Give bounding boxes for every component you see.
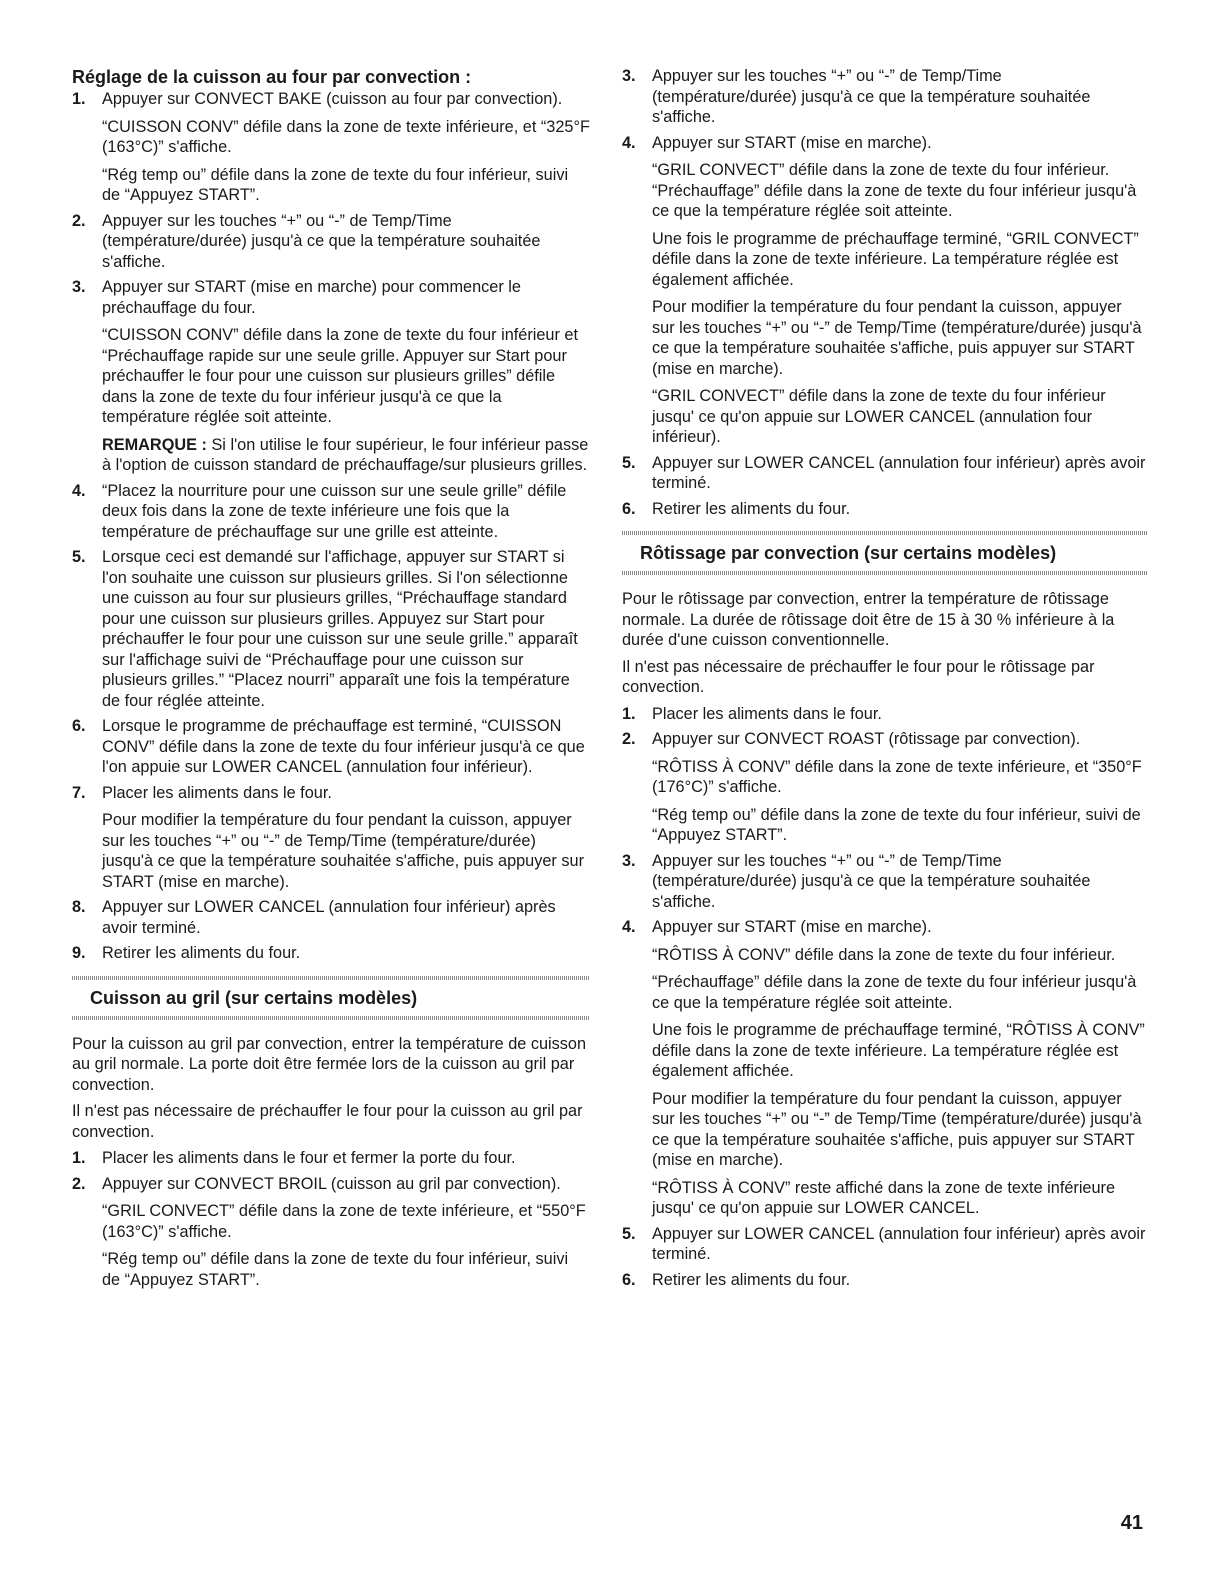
broil-section-header xyxy=(72,976,590,1020)
step-text: “Rég temp ou” défile dans la zone de texte du four inférieur, suivi de “Appuyez START”. xyxy=(102,1250,569,1289)
convect-bake-heading: Réglage de la cuisson au four par convection : xyxy=(72,67,472,87)
step-item xyxy=(622,1224,1147,1265)
roast-section-title: Rôtissage par convection (sur certains modèles) xyxy=(640,543,1057,563)
step-text: “GRIL CONVECT” défile dans la zone de texte inférieure, et “550°F (163°C)” s'affiche. xyxy=(102,1202,586,1241)
step-text: Appuyer sur START (mise en marche) pour commencer le préchauffage du four. xyxy=(102,278,521,317)
step-number: 2. xyxy=(72,1174,86,1193)
broil-steps xyxy=(72,1148,590,1290)
step-text: Placer les aliments dans le four. xyxy=(102,783,332,802)
step-number: 2. xyxy=(72,211,86,230)
step-item xyxy=(72,89,590,206)
step-item xyxy=(72,1148,590,1169)
step-number: 5. xyxy=(622,453,636,472)
intro-paragraph: Pour le rôtissage par convection, entrer la température de rôtissage normale. La durée de rôtissage doit être de 15 à 30 % inférieure à la durée d'une cuisson conventionnelle. xyxy=(622,590,1115,649)
step-number: 6. xyxy=(72,717,86,735)
step-number: 9. xyxy=(72,944,86,962)
roast-intro xyxy=(622,589,1147,698)
step-number: 6. xyxy=(622,499,636,518)
step-item xyxy=(622,917,1147,1219)
step-text: “CUISSON CONV” défile dans la zone de texte inférieure, et “325°F (163°C)” s'affiche. xyxy=(102,117,590,156)
step-number: 8. xyxy=(72,898,86,916)
step-number: 4. xyxy=(622,918,636,936)
step-item xyxy=(622,704,1147,725)
step-item xyxy=(622,453,1147,494)
step-text: “Préchauffage” défile dans la zone de texte du four inférieur jusqu'à ce que la température réglée soit atteinte. xyxy=(652,973,1137,1012)
step-number: 3. xyxy=(622,67,636,85)
step-text: Retirer les aliments du four. xyxy=(652,499,851,518)
step-text: “RÔTISS À CONV” défile dans la zone de texte inférieure, et “350°F (176°C)” s'affiche. xyxy=(652,757,1142,796)
step-item xyxy=(72,1174,590,1291)
step-text: “RÔTISS À CONV” défile dans la zone de texte du four inférieur. xyxy=(652,945,1116,964)
page-number: 41 xyxy=(1120,1512,1143,1534)
intro-paragraph: Pour la cuisson au gril par convection, entrer la température de cuisson au gril normale. La porte doit être fermée lors de la cuisson au gril par convection. xyxy=(72,1034,587,1094)
step-item xyxy=(622,66,1147,128)
step-text: Appuyer sur les touches “+” ou “-” de Temp/Time (température/durée) jusqu'à ce que la température souhaitée s'affiche. xyxy=(652,851,1091,911)
step-item xyxy=(622,851,1147,913)
step-text: Retirer les aliments du four. xyxy=(652,1270,851,1289)
step-text: Appuyer sur LOWER CANCEL (annulation four inférieur) après avoir terminé. xyxy=(102,898,556,937)
step-text: Lorsque le programme de préchauffage est terminé, “CUISSON CONV” défile dans la zone de texte du four inférieur jusqu'à ce que l'on appuie sur LOWER CANCEL (annulation four inférieur). xyxy=(102,717,585,776)
step-item xyxy=(72,716,590,778)
step-item xyxy=(72,481,590,543)
step-item xyxy=(622,729,1147,846)
step-item xyxy=(622,499,1147,520)
step-item xyxy=(72,211,590,273)
step-text: “GRIL CONVECT” défile dans la zone de texte du four inférieur. “Préchauffage” défile dans la zone de texte du four inférieur jusqu'à ce que la température réglée soit atteinte. xyxy=(652,161,1137,220)
step-number: 4. xyxy=(72,481,86,500)
step-text: “Placez la nourriture pour une cuisson sur une seule grille” défile deux fois dans la zone de texte inférieure une fois que la température de préchauffage sur une grille est atteinte. xyxy=(102,481,567,541)
step-number: 1. xyxy=(622,704,636,723)
step-text: Appuyer sur START (mise en marche). xyxy=(652,918,932,936)
step-number: 1. xyxy=(72,90,86,108)
step-item xyxy=(72,897,590,938)
step-text: “Rég temp ou” défile dans la zone de texte du four inférieur, suivi de “Appuyez START”. xyxy=(652,805,1141,844)
step-number: 4. xyxy=(622,133,636,152)
step-text: Appuyer sur LOWER CANCEL (annulation four inférieur) après avoir terminé. xyxy=(652,1224,1146,1263)
step-text: Appuyer sur CONVECT BAKE (cuisson au four par convection). xyxy=(102,90,563,108)
step-text: “GRIL CONVECT” défile dans la zone de texte du four inférieur jusqu' ce qu'on appuie sur LOWER CANCEL (annulation four inférieur). xyxy=(652,387,1106,446)
broil-intro xyxy=(72,1034,590,1143)
step-text: Appuyer sur START (mise en marche). xyxy=(652,133,932,152)
step-text: Lorsque ceci est demandé sur l'affichage, appuyer sur START si l'on souhaite une cuisson sur plusieurs grilles. Si l'on sélectionne une cuisson au four sur plusieurs grilles, “Préchauffage standard pour une cuisson sur plusieurs grilles. Appuyez sur Start pour préchauffer le four pour une cuisson sur une seule grille.” apparaît sur l'affichage suivi de “Préchauffage pour une cuisson sur plusieurs grilles.” “Placez nourri” apparaît une fois la température de four réglée atteinte. xyxy=(102,548,578,710)
broil-steps-continued xyxy=(622,66,1147,519)
convect-bake-steps xyxy=(72,89,590,964)
step-number: 2. xyxy=(622,730,636,748)
step-text: Une fois le programme de préchauffage terminé, “GRIL CONVECT” défile dans la zone de texte inférieure. La température réglée est également affichée. xyxy=(652,229,1139,289)
step-number: 3. xyxy=(622,851,636,870)
note-paragraph xyxy=(102,435,590,476)
step-text: Pour modifier la température du four pendant la cuisson, appuyer sur les touches “+” ou “-” de Temp/Time (température/durée) jusqu'à ce que la température souhaitée s'affiche, puis appuyer sur START (mise en marche). xyxy=(652,1089,1142,1169)
step-text: Appuyer sur CONVECT ROAST (rôtissage par convection). xyxy=(652,730,1081,748)
roast-steps xyxy=(622,704,1147,1291)
step-number: 3. xyxy=(72,278,86,296)
step-item xyxy=(72,783,590,893)
step-item xyxy=(622,133,1147,448)
step-text: Pour modifier la température du four pendant la cuisson, appuyer sur les touches “+” ou “-” de Temp/Time (température/durée) jusqu'à ce que la température souhaitée s'affiche, puis appuyer sur START (mise en marche). xyxy=(102,811,584,891)
step-text: Appuyer sur LOWER CANCEL (annulation four inférieur) après avoir terminé. xyxy=(652,453,1146,492)
step-number: 5. xyxy=(72,548,86,566)
roast-section-header xyxy=(622,531,1147,575)
step-text: Retirer les aliments du four. xyxy=(102,944,301,962)
step-text: Placer les aliments dans le four. xyxy=(652,704,882,723)
step-text: “CUISSON CONV” défile dans la zone de texte du four inférieur et “Préchauffage rapide sur une seule grille. Appuyer sur Start pour préchauffer le four pour une cuisson sur plusieurs grilles” défile dans la zone de texte du four inférieur jusqu'à ce que la température réglée soit atteinte. xyxy=(102,326,578,426)
intro-paragraph: Il n'est pas nécessaire de préchauffer le four pour la cuisson au gril par convection. xyxy=(72,1102,583,1141)
step-text: Placer les aliments dans le four et fermer la porte du four. xyxy=(102,1149,516,1167)
right-column xyxy=(622,66,1147,1295)
step-text: “RÔTISS À CONV” reste affiché dans la zone de texte inférieure jusqu' ce qu'on appuie sur LOWER CANCEL. xyxy=(652,1178,1116,1217)
step-text: Appuyer sur CONVECT BROIL (cuisson au gril par convection). xyxy=(102,1174,561,1193)
intro-paragraph: Il n'est pas nécessaire de préchauffer le four pour le rôtissage par convection. xyxy=(622,657,1095,696)
step-item xyxy=(622,1270,1147,1291)
note-label: REMARQUE : xyxy=(102,435,207,454)
broil-section-title: Cuisson au gril (sur certains modèles) xyxy=(90,987,418,1008)
step-number: 5. xyxy=(622,1224,636,1243)
step-number: 7. xyxy=(72,783,86,802)
note-text: Si l'on utilise le four supérieur, le four inférieur passe à l'option de cuisson standard de préchauffage/sur plusieurs grilles. xyxy=(102,435,589,474)
step-text: Appuyer sur les touches “+” ou “-” de Temp/Time (température/durée) jusqu'à ce que la température souhaitée s'affiche. xyxy=(652,67,1091,126)
step-text: Une fois le programme de préchauffage terminé, “RÔTISS À CONV” défile dans la zone de texte inférieure. La température réglée est également affichée. xyxy=(652,1021,1145,1080)
step-item xyxy=(72,277,590,476)
step-item xyxy=(72,943,590,964)
step-text: Pour modifier la température du four pendant la cuisson, appuyer sur les touches “+” ou “-” de Temp/Time (température/durée) jusqu'à ce que la température souhaitée s'affiche, puis appuyer sur START (mise en marche). xyxy=(652,298,1142,378)
step-number: 1. xyxy=(72,1149,86,1167)
step-text: “Rég temp ou” défile dans la zone de texte du four inférieur, suivi de “Appuyez START”. xyxy=(102,165,569,204)
left-column xyxy=(72,66,590,1295)
step-text: Appuyer sur les touches “+” ou “-” de Temp/Time (température/durée) jusqu'à ce que la température souhaitée s'affiche. xyxy=(102,211,541,271)
step-number: 6. xyxy=(622,1270,636,1289)
step-item xyxy=(72,547,590,711)
